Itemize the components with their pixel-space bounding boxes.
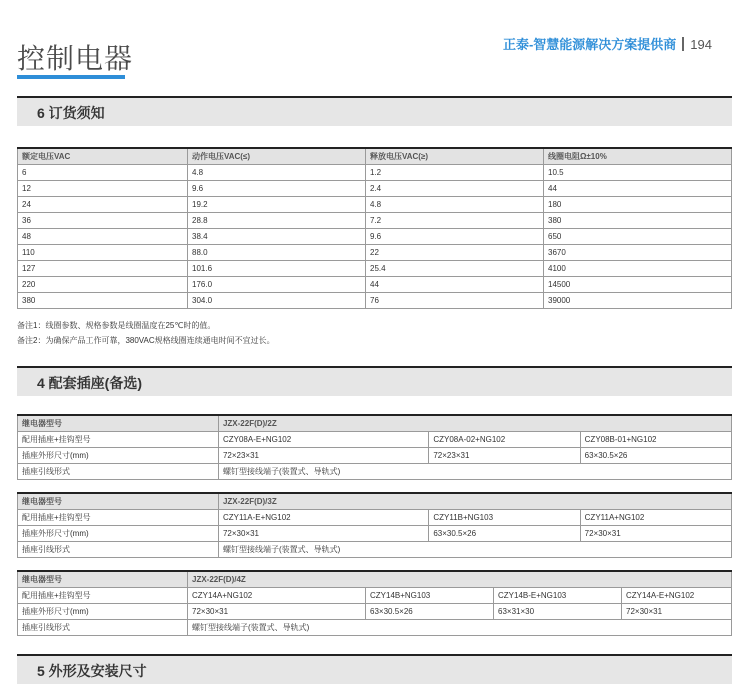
table-cell: CZY14B+NG103 bbox=[366, 588, 494, 604]
table-cell: 1.2 bbox=[366, 165, 544, 181]
table-header-row bbox=[18, 148, 732, 165]
column-header: 动作电压VAC(≤) bbox=[188, 148, 366, 165]
brand-header bbox=[503, 34, 712, 53]
table-cell: 4100 bbox=[544, 261, 732, 277]
table-cell: CZY08A-02+NG102 bbox=[429, 432, 580, 448]
table-cell: 63×31×30 bbox=[494, 604, 622, 620]
relay-label: 继电器型号 bbox=[18, 493, 219, 510]
table-cell: 12 bbox=[18, 181, 188, 197]
table-row bbox=[18, 588, 732, 604]
section-header-sockets bbox=[17, 366, 732, 396]
table-cell: 380 bbox=[18, 293, 188, 309]
table-cell: 螺钉型接线端子(装置式、导轨式) bbox=[218, 464, 731, 480]
table-row bbox=[18, 181, 732, 197]
table-cell: 39000 bbox=[544, 293, 732, 309]
table-cell: 650 bbox=[544, 229, 732, 245]
section-title: 6 订货须知 bbox=[37, 105, 105, 121]
table-cell: CZY08A-E+NG102 bbox=[218, 432, 428, 448]
table-cell: 127 bbox=[18, 261, 188, 277]
table-cell: 28.8 bbox=[188, 213, 366, 229]
table-cell: 176.0 bbox=[188, 277, 366, 293]
table-cell: CZY11A+NG102 bbox=[580, 510, 731, 526]
notes bbox=[17, 318, 275, 348]
table-cell: 72×23×31 bbox=[429, 448, 580, 464]
table-cell: 304.0 bbox=[188, 293, 366, 309]
table-cell: 7.2 bbox=[366, 213, 544, 229]
table-cell: 72×30×31 bbox=[218, 526, 428, 542]
row-label: 插座外形尺寸(mm) bbox=[18, 448, 219, 464]
table-row bbox=[18, 510, 732, 526]
row-label: 配用插座+挂钩型号 bbox=[18, 588, 188, 604]
table-cell: 76 bbox=[366, 293, 544, 309]
note-2: 备注2：为确保产品工作可靠，380VAC规格线圈连续通电时间不宜过长。 bbox=[17, 336, 275, 345]
order-table bbox=[17, 147, 732, 309]
table-cell: 44 bbox=[544, 181, 732, 197]
table-cell: CZY14A-E+NG102 bbox=[622, 588, 732, 604]
table-cell: 38.4 bbox=[188, 229, 366, 245]
table-cell: 9.6 bbox=[366, 229, 544, 245]
column-header: 释放电压VAC(≥) bbox=[366, 148, 544, 165]
table-cell: 14500 bbox=[544, 277, 732, 293]
socket-table-2z bbox=[17, 414, 732, 480]
table-cell: 63×30.5×26 bbox=[429, 526, 580, 542]
section-header-order bbox=[17, 96, 732, 126]
table-cell: 180 bbox=[544, 197, 732, 213]
table-header-row bbox=[18, 415, 732, 432]
row-label: 插座外形尺寸(mm) bbox=[18, 604, 188, 620]
relay-model: JZX-22F(D)/2Z bbox=[218, 415, 731, 432]
table-cell: CZY14B-E+NG103 bbox=[494, 588, 622, 604]
table-cell: 88.0 bbox=[188, 245, 366, 261]
table-cell: 101.6 bbox=[188, 261, 366, 277]
relay-model: JZX-22F(D)/4Z bbox=[188, 571, 732, 588]
table-cell: CZY11A-E+NG102 bbox=[218, 510, 428, 526]
table-cell: 110 bbox=[18, 245, 188, 261]
row-label: 插座引线形式 bbox=[18, 620, 188, 636]
table-cell: 63×30.5×26 bbox=[366, 604, 494, 620]
table-cell: 3670 bbox=[544, 245, 732, 261]
table-cell: 72×23×31 bbox=[218, 448, 428, 464]
table-row bbox=[18, 245, 732, 261]
divider bbox=[682, 37, 684, 51]
relay-label: 继电器型号 bbox=[18, 415, 219, 432]
relay-model: JZX-22F(D)/3Z bbox=[218, 493, 731, 510]
table-cell: 48 bbox=[18, 229, 188, 245]
table-cell: 44 bbox=[366, 277, 544, 293]
row-label: 插座引线形式 bbox=[18, 542, 219, 558]
table-row bbox=[18, 432, 732, 448]
section-title: 5 外形及安装尺寸 bbox=[37, 663, 147, 679]
table-header-row bbox=[18, 571, 732, 588]
table-cell: 72×30×31 bbox=[622, 604, 732, 620]
table-cell: 72×30×31 bbox=[580, 526, 731, 542]
table-header-row bbox=[18, 493, 732, 510]
table-cell: 25.4 bbox=[366, 261, 544, 277]
table-row bbox=[18, 620, 732, 636]
table-row bbox=[18, 464, 732, 480]
table-row bbox=[18, 261, 732, 277]
table-row bbox=[18, 197, 732, 213]
table-cell: 10.5 bbox=[544, 165, 732, 181]
table-row bbox=[18, 526, 732, 542]
row-label: 插座外形尺寸(mm) bbox=[18, 526, 219, 542]
table-cell: 19.2 bbox=[188, 197, 366, 213]
table-row bbox=[18, 293, 732, 309]
relay-label: 继电器型号 bbox=[18, 571, 188, 588]
table-cell: CZY08B-01+NG102 bbox=[580, 432, 731, 448]
table-row bbox=[18, 229, 732, 245]
page-title: 控制电器 bbox=[17, 43, 134, 74]
table-cell: 螺钉型接线端子(装置式、导轨式) bbox=[188, 620, 732, 636]
table-cell: 4.8 bbox=[366, 197, 544, 213]
table-cell: 220 bbox=[18, 277, 188, 293]
table-cell: 6 bbox=[18, 165, 188, 181]
table-cell: 63×30.5×26 bbox=[580, 448, 731, 464]
column-header: 线圈电阻Ω±10% bbox=[544, 148, 732, 165]
table-row bbox=[18, 165, 732, 181]
table-row bbox=[18, 213, 732, 229]
brand-slogan: 正泰-智慧能源解决方案提供商 bbox=[502, 37, 677, 52]
table-cell: CZY14A+NG102 bbox=[188, 588, 366, 604]
page-number: 194 bbox=[690, 37, 712, 52]
table-row bbox=[18, 604, 732, 620]
table-cell: 24 bbox=[18, 197, 188, 213]
table-row bbox=[18, 542, 732, 558]
note-1: 备注1：线圈参数、规格参数是线圈温度在25℃时的值。 bbox=[17, 321, 216, 330]
table-cell: 36 bbox=[18, 213, 188, 229]
row-label: 配用插座+挂钩型号 bbox=[18, 432, 219, 448]
table-cell: 螺钉型接线端子(装置式、导轨式) bbox=[218, 542, 731, 558]
socket-table-4z bbox=[17, 570, 732, 636]
row-label: 配用插座+挂钩型号 bbox=[18, 510, 219, 526]
table-cell: 72×30×31 bbox=[188, 604, 366, 620]
table-cell: 9.6 bbox=[188, 181, 366, 197]
table-cell: 380 bbox=[544, 213, 732, 229]
table-cell: 4.8 bbox=[188, 165, 366, 181]
column-header: 额定电压VAC bbox=[18, 148, 188, 165]
table-row bbox=[18, 277, 732, 293]
table-cell: 22 bbox=[366, 245, 544, 261]
table-cell: CZY11B+NG103 bbox=[429, 510, 580, 526]
row-label: 插座引线形式 bbox=[18, 464, 219, 480]
section-header-dimensions bbox=[17, 654, 732, 684]
section-title: 4 配套插座(备选) bbox=[37, 375, 142, 391]
table-row bbox=[18, 448, 732, 464]
table-cell: 2.4 bbox=[366, 181, 544, 197]
socket-table-3z bbox=[17, 492, 732, 558]
title-underline bbox=[17, 75, 125, 79]
